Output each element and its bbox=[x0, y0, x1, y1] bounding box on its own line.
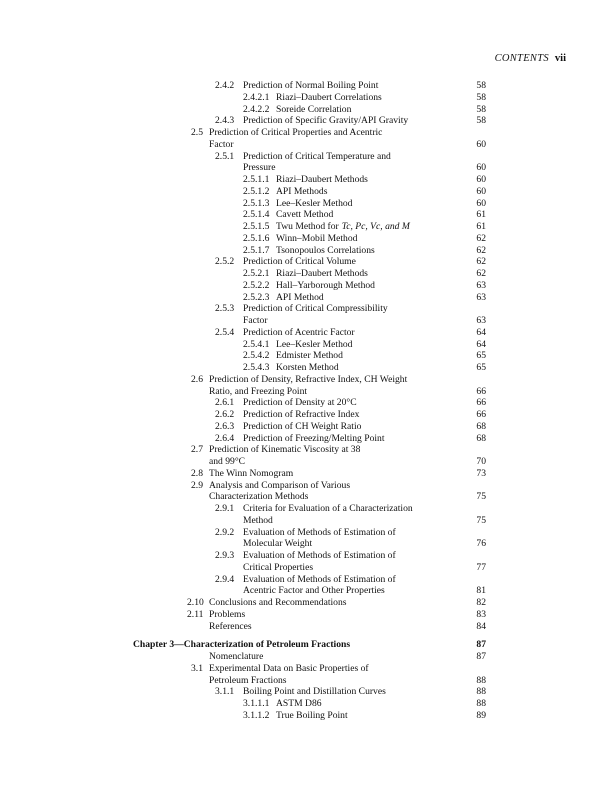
toc-entry-title: Experimental Data on Basic Properties of bbox=[209, 662, 369, 674]
toc-entry bbox=[0, 162, 604, 174]
toc-entry bbox=[0, 686, 604, 698]
toc-entry-title: Petroleum Fractions bbox=[209, 674, 287, 686]
toc-entry bbox=[0, 139, 604, 151]
toc-entry-page: 63 bbox=[476, 279, 486, 291]
toc-entry-page: 62 bbox=[476, 232, 486, 244]
toc-entry bbox=[0, 397, 604, 409]
toc-entry-page: 62 bbox=[476, 244, 486, 256]
toc-entry-page: 66 bbox=[476, 409, 486, 420]
toc-entry-page: 63 bbox=[476, 315, 486, 326]
toc-entry-page: 84 bbox=[476, 620, 486, 632]
toc-entry-number: 2.11 bbox=[187, 608, 204, 620]
toc-entry-number: 2.5.1.2 bbox=[243, 185, 270, 197]
toc-entry-title: Tsonopoulos Correlations bbox=[276, 244, 375, 256]
toc-entry-page: 58 bbox=[476, 115, 486, 127]
toc-entry bbox=[0, 374, 604, 386]
toc-entry bbox=[0, 245, 604, 257]
toc-entry-title: Prediction of Refractive Index bbox=[243, 409, 360, 420]
toc-entry-title: Cavett Method bbox=[276, 209, 334, 221]
toc-entry-title: Ratio, and Freezing Point bbox=[209, 385, 308, 397]
toc-entry-title: Molecular Weight bbox=[243, 538, 313, 550]
toc-entry bbox=[0, 609, 604, 621]
toc-entry-title: Factor bbox=[243, 315, 268, 326]
toc-entry-number: 2.6.1 bbox=[215, 397, 235, 409]
toc-entry bbox=[0, 562, 604, 574]
toc-entry-number: 2.9.2 bbox=[215, 526, 235, 538]
toc-entry-title: Winn–Mobil Method bbox=[276, 232, 358, 244]
toc-entry bbox=[0, 468, 604, 480]
toc-entry bbox=[0, 104, 604, 116]
toc-entry-number: 2.5 bbox=[191, 127, 203, 138]
toc-entry-page: 75 bbox=[476, 491, 486, 503]
toc-entry bbox=[0, 675, 604, 687]
toc-entry-page: 88 bbox=[476, 686, 486, 698]
toc-entry-title: Prediction of Critical Volume bbox=[243, 256, 356, 268]
toc-entry-page: 66 bbox=[476, 397, 486, 409]
toc-entry-title: Riazi–Daubert Methods bbox=[276, 174, 368, 185]
toc-entry-number: 2.10 bbox=[187, 597, 204, 608]
toc-entry-page: 64 bbox=[476, 326, 486, 338]
toc-entry-page: 60 bbox=[476, 138, 486, 150]
toc-entry-title: Conclusions and Recommendations bbox=[209, 597, 347, 608]
toc-entry-title: Prediction of Density at 20°C bbox=[243, 397, 357, 409]
toc-entry bbox=[0, 421, 604, 433]
toc-entry-title: True Boiling Point bbox=[276, 709, 348, 721]
toc-entry bbox=[0, 186, 604, 198]
toc-entry-number: 2.6.2 bbox=[215, 409, 235, 420]
toc-entry-title: Criteria for Evaluation of a Characterization bbox=[243, 503, 413, 514]
toc-entry-title: Hall–Yarborough Method bbox=[276, 279, 375, 291]
toc-entry-title: The Winn Nomogram bbox=[209, 467, 294, 479]
toc-entry-number: 2.5.4.3 bbox=[243, 362, 270, 373]
toc-entry bbox=[0, 491, 604, 503]
toc-entry bbox=[0, 386, 604, 398]
toc-entry bbox=[0, 209, 604, 221]
toc-entry bbox=[0, 362, 604, 374]
running-header bbox=[495, 53, 566, 64]
toc-entry-number: 2.5.4 bbox=[215, 326, 235, 338]
toc-entry-page: 89 bbox=[476, 709, 486, 721]
toc-entry-page: 73 bbox=[476, 467, 486, 479]
toc-entry-page: 75 bbox=[476, 514, 486, 526]
toc-entry-number: 3.1.1.1 bbox=[243, 698, 270, 709]
toc-entry-page: 88 bbox=[476, 698, 486, 709]
toc-entry-title: Prediction of Kinematic Viscosity at 38 bbox=[209, 444, 361, 456]
toc-entry bbox=[0, 621, 604, 633]
toc-entry-page: 62 bbox=[476, 256, 486, 268]
toc-entry-title: API Methods bbox=[276, 185, 328, 197]
toc-entry-page: 58 bbox=[476, 103, 486, 115]
toc-entry bbox=[0, 221, 604, 233]
toc-entry-title: Pressure bbox=[243, 162, 276, 174]
toc-entry-page: 58 bbox=[476, 91, 486, 103]
toc-entry bbox=[0, 433, 604, 445]
toc-entry-number: 2.5.3 bbox=[215, 303, 235, 315]
toc-entry bbox=[0, 698, 604, 710]
toc-entry-title: Edmister Method bbox=[276, 350, 343, 362]
toc-entry bbox=[0, 198, 604, 210]
toc-entry bbox=[0, 339, 604, 351]
toc-entry-title: Prediction of Specific Gravity/API Gravity bbox=[243, 115, 409, 127]
toc-entry-page: 87 bbox=[476, 651, 486, 662]
toc-entry-number: 2.4.2.1 bbox=[243, 91, 270, 103]
toc-entry-number: 2.5.1.1 bbox=[243, 174, 270, 185]
toc-entry-number: 2.5.2.1 bbox=[243, 268, 270, 279]
toc-entry-number: 2.6.3 bbox=[215, 420, 235, 432]
toc-entry-number: 2.5.2.2 bbox=[243, 279, 270, 291]
toc-entry-number: 2.4.3 bbox=[215, 115, 235, 127]
toc-entry-page: 64 bbox=[476, 338, 486, 350]
toc-entry bbox=[0, 710, 604, 722]
toc-entry-title: API Method bbox=[276, 291, 324, 303]
toc-entry-page: 88 bbox=[476, 674, 486, 686]
toc-entry-number: 2.5.2 bbox=[215, 256, 235, 268]
toc-entry-page: 60 bbox=[476, 197, 486, 209]
toc-entry-page: 68 bbox=[476, 420, 486, 432]
toc-entry-title: Soreide Correlation bbox=[276, 103, 352, 115]
toc-entry-number: 2.5.1.4 bbox=[243, 209, 270, 221]
toc-entry-number: 2.5.1.7 bbox=[243, 244, 270, 256]
toc-entry-title: Problems bbox=[209, 608, 246, 620]
toc-entry-number: 2.6.4 bbox=[215, 432, 235, 444]
toc-entry-title: Evaluation of Methods of Estimation of bbox=[243, 550, 396, 561]
toc-entry-title: Lee–Kesler Method bbox=[276, 338, 353, 350]
toc-entry-number: 2.4.2 bbox=[215, 80, 235, 91]
toc-entry-number: 2.5.1.6 bbox=[243, 232, 270, 244]
toc-entry bbox=[0, 409, 604, 421]
toc-entry-number: 3.1 bbox=[191, 662, 203, 674]
toc-entry-title: Chapter 3—Characterization of Petroleum Fractions bbox=[133, 639, 351, 651]
toc-entry bbox=[0, 80, 604, 92]
toc-entry bbox=[0, 303, 604, 315]
toc-entry-page: 61 bbox=[476, 209, 486, 221]
toc-entry-title: Characterization Methods bbox=[209, 491, 309, 503]
toc-entry-title: Method bbox=[243, 514, 273, 526]
toc-entry-number: 2.5.4.2 bbox=[243, 350, 270, 362]
toc-entry bbox=[0, 350, 604, 362]
toc-entry-number: 2.9 bbox=[191, 479, 203, 491]
toc-entry bbox=[0, 515, 604, 527]
toc-entry-number: 3.1.1 bbox=[215, 686, 235, 698]
running-title: CONTENTS bbox=[494, 53, 549, 64]
toc-entry bbox=[0, 550, 604, 562]
toc-entry-page: 65 bbox=[476, 362, 486, 373]
toc-entry bbox=[0, 256, 604, 268]
toc-entry-title: Factor bbox=[209, 138, 234, 150]
toc-entry bbox=[0, 233, 604, 245]
toc-entry-page: 66 bbox=[476, 385, 486, 397]
toc-entry-title: Analysis and Comparison of Various bbox=[209, 479, 351, 491]
toc-entry-symbols: Tc, Pc, Vc, and M bbox=[341, 221, 410, 232]
toc-entry-title: Prediction of Normal Boiling Point bbox=[243, 80, 379, 91]
chapter-heading bbox=[0, 639, 604, 651]
toc-entry bbox=[0, 280, 604, 292]
toc-entry-title: Prediction of Freezing/Melting Point bbox=[243, 432, 385, 444]
toc-entry-page: 82 bbox=[476, 597, 486, 608]
toc-entry-page: 83 bbox=[476, 608, 486, 620]
toc-entry-title: Nomenclature bbox=[209, 651, 264, 662]
toc-entry-title: Prediction of CH Weight Ratio bbox=[243, 420, 362, 432]
toc-entry-title: Riazi–Daubert Methods bbox=[276, 268, 368, 279]
toc-entry-number: 2.9.4 bbox=[215, 573, 235, 585]
toc-entry-title: Riazi–Daubert Correlations bbox=[276, 91, 382, 103]
toc-entry-page: 87 bbox=[476, 639, 486, 651]
toc-entry-number: 2.6 bbox=[191, 373, 203, 385]
toc-entry bbox=[0, 268, 604, 280]
toc-entry-title: Evaluation of Methods of Estimation of bbox=[243, 573, 396, 585]
toc-entry bbox=[0, 151, 604, 163]
toc-entry-number: 2.7 bbox=[191, 444, 203, 456]
toc-entry-number: 2.8 bbox=[191, 467, 203, 479]
toc-entry-number: 2.5.1.5 bbox=[243, 221, 270, 232]
toc-entry bbox=[0, 585, 604, 597]
toc-entry bbox=[0, 292, 604, 304]
toc-entry-title: References bbox=[209, 620, 252, 632]
toc-entry bbox=[0, 503, 604, 515]
toc-entry-page: 77 bbox=[476, 561, 486, 573]
toc-entry-page: 81 bbox=[476, 585, 486, 597]
toc-entry-title: ASTM D86 bbox=[276, 698, 322, 709]
toc-entry-title: Lee–Kesler Method bbox=[276, 197, 353, 209]
toc-entry-title: Prediction of Density, Refractive Index, CH Weight bbox=[209, 373, 408, 385]
toc-entry-title: Acentric Factor and Other Properties bbox=[243, 585, 385, 597]
toc-entry-title: Twu Method for Tc, Pc, Vc, and M bbox=[276, 221, 410, 232]
toc-entry-title: Prediction of Critical Temperature and bbox=[243, 150, 391, 162]
toc-entry bbox=[0, 127, 604, 139]
toc-entry-title: Prediction of Acentric Factor bbox=[243, 326, 355, 338]
toc-entry-title: Prediction of Critical Properties and Acentric bbox=[209, 127, 383, 138]
toc-entry-page: 58 bbox=[476, 80, 486, 91]
toc-entry-number: 2.9.3 bbox=[215, 550, 235, 561]
toc-entry-page: 65 bbox=[476, 350, 486, 362]
toc-entry bbox=[0, 456, 604, 468]
toc-entry-page: 63 bbox=[476, 291, 486, 303]
toc-entry-number: 2.9.1 bbox=[215, 503, 235, 514]
table-of-contents bbox=[0, 80, 604, 722]
toc-entry-title: Prediction of Critical Compressibility bbox=[243, 303, 388, 315]
toc-entry bbox=[0, 663, 604, 675]
toc-entry-title: Critical Properties bbox=[243, 561, 314, 573]
toc-entry bbox=[0, 92, 604, 104]
toc-entry-number: 2.5.4.1 bbox=[243, 338, 270, 350]
toc-entry bbox=[0, 174, 604, 186]
toc-entry bbox=[0, 327, 604, 339]
toc-entry-page: 60 bbox=[476, 185, 486, 197]
toc-entry-page: 70 bbox=[476, 456, 486, 467]
toc-entry bbox=[0, 527, 604, 539]
toc-entry bbox=[0, 651, 604, 663]
toc-entry-number: 2.4.2.2 bbox=[243, 103, 270, 115]
toc-entry-number: 3.1.1.2 bbox=[243, 709, 270, 721]
toc-entry bbox=[0, 574, 604, 586]
toc-entry-page: 60 bbox=[476, 174, 486, 185]
toc-entry bbox=[0, 597, 604, 609]
toc-entry-title: and 99°C bbox=[209, 456, 246, 467]
toc-entry-number: 2.5.1.3 bbox=[243, 197, 270, 209]
toc-entry bbox=[0, 315, 604, 327]
toc-entry-page: 68 bbox=[476, 432, 486, 444]
toc-entry-page: 76 bbox=[476, 538, 486, 550]
page-number: vii bbox=[554, 53, 566, 64]
toc-entry-page: 60 bbox=[476, 162, 486, 174]
toc-entry bbox=[0, 538, 604, 550]
toc-entry-title: Evaluation of Methods of Estimation of bbox=[243, 526, 396, 538]
toc-entry-title: Korsten Method bbox=[276, 362, 339, 373]
toc-entry-title: Boiling Point and Distillation Curves bbox=[243, 686, 386, 698]
toc-entry bbox=[0, 480, 604, 492]
toc-entry bbox=[0, 115, 604, 127]
toc-entry-number: 2.5.2.3 bbox=[243, 291, 270, 303]
toc-entry-page: 61 bbox=[476, 221, 486, 232]
toc-entry bbox=[0, 444, 604, 456]
toc-entry-number: 2.5.1 bbox=[215, 150, 235, 162]
toc-entry-page: 62 bbox=[476, 268, 486, 279]
